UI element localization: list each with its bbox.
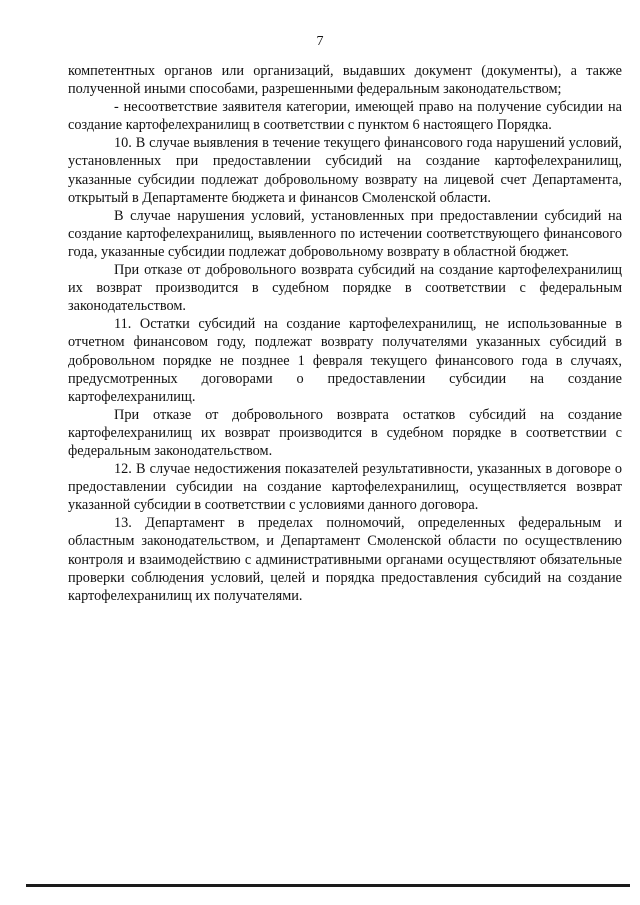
paragraph-clause-10: 10. В случае выявления в течение текущего финансового года нарушений условий, установленных при предоставлении субсидий на создание картофелехранилищ, указанные субсидии подлежат добровольному возврату на лицевой счет Департамента, открытый в Департаменте бюджета и финансов Смоленской области.	[68, 135, 622, 206]
paragraph-clause-13: 13. Департамент в пределах полномочий, определенных федеральным и областным законодательством, и Департамент Смоленской области по осуществлению контроля и взаимодействию с административными органами осуществляют обязательные проверки соблюдения условий, целей и порядка предоставления субсидий на создание картофелехранилищ их получателями.	[68, 515, 622, 604]
paragraph-clause-10-violation: В случае нарушения условий, установленных при предоставлении субсидий на создание картофелехранилищ, выявленного по истечении соответствующего финансового года, указанные субсидии подлежат добровольному возврату в областной бюджет.	[68, 207, 622, 260]
paragraph-clause-12: 12. В случае недостижения показателей результативности, указанных в договоре о предоставлении субсидии на создание картофелехранилищ, осуществляется возврат указанной субсидии в соответствии с условиями данного договора.	[68, 461, 622, 514]
document-body	[68, 62, 622, 605]
bottom-divider	[26, 884, 630, 887]
paragraph-list-item: - несоответствие заявителя категории, имеющей право на получение субсидии на создание картофелехранилищ в соответствии с пунктом 6 настоящего Порядка.	[68, 99, 622, 134]
paragraph-clause-11-refusal: При отказе от добровольного возврата остатков субсидий на создание картофелехранилищ их возврат производится в судебном порядке в соответствии с федеральным законодательством.	[68, 406, 622, 459]
paragraph-clause-11: 11. Остатки субсидий на создание картофелехранилищ, не использованные в отчетном финансовом году, подлежат возврату получателями указанных субсидий в добровольном порядке не позднее 1 февраля текущего финансового года в случаях, предусмотренных договорами о предоставлении субсидии на создание картофелехранилищ.	[68, 316, 622, 405]
paragraph-clause-10-refusal: При отказе от добровольного возврата субсидий на создание картофелехранилищ их возврат производится в судебном порядке в соответствии с федеральным законодательством.	[68, 262, 622, 315]
paragraph-continuation: компетентных органов или организаций, выдавших документ (документы), а также полученной иными способами, разрешенными федеральным законодательством;	[68, 63, 622, 98]
page-number: 7	[316, 34, 324, 49]
